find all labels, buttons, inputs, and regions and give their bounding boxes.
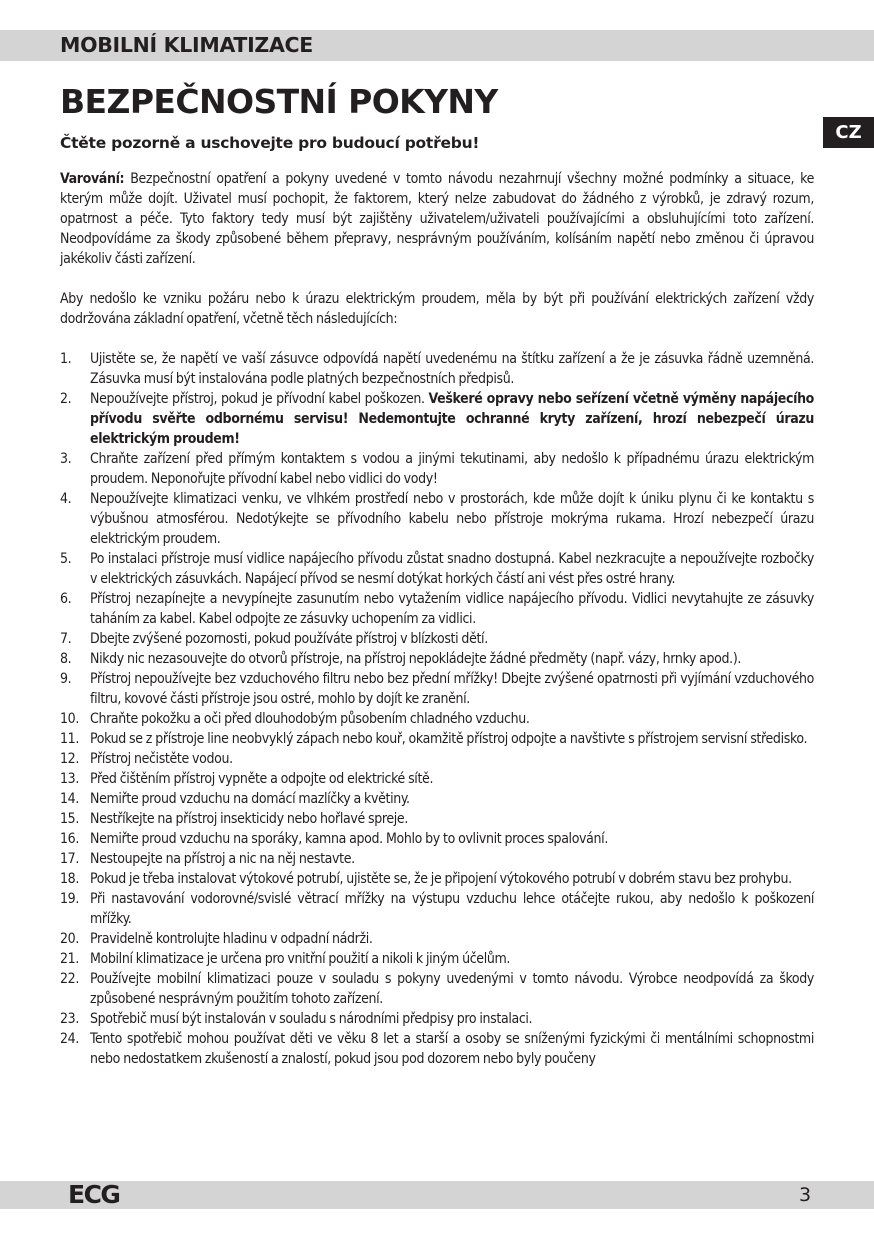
list-item xyxy=(60,489,814,549)
list-item-number: 16. xyxy=(60,831,79,847)
list-item-text: Nepoužívejte přístroj, pokud je přívodní kabel poškozen. xyxy=(90,391,429,407)
list-item-number: 21. xyxy=(60,951,79,967)
list-item xyxy=(60,949,814,969)
list-item-text: Při nastavování vodorovné/svislé větrací mřížky na výstupu vzduchu lehce otáčejte rukou, aby nedošlo k poškození mřížky. xyxy=(90,891,814,927)
list-item xyxy=(60,1029,814,1069)
list-item xyxy=(60,849,814,869)
page-number: 3 xyxy=(799,1184,812,1206)
list-item-number: 10. xyxy=(60,711,79,727)
list-item-text: Přístroj nepoužívejte bez vzduchového filtru nebo bez přední mřížky! Dbejte zvýšené opatrnosti při vyjímání vzduchového filtru, kovové části přístroje jsou ostré, mohlo by dojít ke zranění. xyxy=(90,671,814,707)
list-item-number: 13. xyxy=(60,771,79,787)
list-item xyxy=(60,629,814,649)
list-item-number: 7. xyxy=(60,631,72,647)
list-item-bold-text: Veškeré opravy nebo seřízení včetně výměny napájecího přívodu svěřte odbornému servisu! Nedemontujte ochranné kryty zařízení, hrozí nebezpečí úrazu elektrickým proudem! xyxy=(90,391,814,447)
list-item-text: Chraňte pokožku a oči před dlouhodobým působením chladného vzduchu. xyxy=(90,711,530,727)
warning-text: Bezpečnostní opatření a pokyny uvedené v tomto návodu nezahrnují všechny možné podmínky a situace, ke kterým může dojít. Uživatel musí pochopit, že faktorem, který nelze zabudovat do žádného z výrobků, je zdravý rozum, opatrnost a péče. Tyto faktory tedy musí být zajištěny uživatelem/uživateli používajícími a obsluhujícími toto zařízení. Neodpovídáme za škody způsobené během přepravy, nesprávným používáním, kolísáním napětí nebo změnou či úpravou jakékoliv části zařízení. xyxy=(60,171,814,267)
list-item-number: 2. xyxy=(60,391,72,407)
page-title: BEZPEČNOSTNÍ POKYNY xyxy=(60,82,498,121)
list-item-text: Pokud je třeba instalovat výtokové potrubí, ujistěte se, že je připojení výtokového potrubí v dobrém stavu bez prohybu. xyxy=(90,871,792,887)
list-item-text: Spotřebič musí být instalován v souladu s národními předpisy pro instalaci. xyxy=(90,1011,533,1027)
list-item xyxy=(60,649,814,669)
warning-paragraph xyxy=(60,169,814,269)
list-item xyxy=(60,669,814,709)
list-item-number: 18. xyxy=(60,871,79,887)
list-item xyxy=(60,349,814,389)
list-item xyxy=(60,829,814,849)
list-item-number: 19. xyxy=(60,891,79,907)
footer-band xyxy=(0,1181,874,1209)
list-item-text: Nikdy nic nezasouvejte do otvorů přístroje, na přístroj nepokládejte žádné předměty (např. vázy, hrnky apod.). xyxy=(90,651,742,667)
warning-label: Varování: xyxy=(60,171,125,187)
list-item-number: 9. xyxy=(60,671,72,687)
list-item-text: Ujistěte se, že napětí ve vaší zásuvce odpovídá napětí uvedenému na štítku zařízení a že je zásuvka řádně uzemněná. Zásuvka musí být instalována podle platných bezpečnostních předpisů. xyxy=(90,351,814,387)
list-item xyxy=(60,1009,814,1029)
list-item-text: Používejte mobilní klimatizaci pouze v souladu s pokyny uvedenými v tomto návodu. Výrobce neodpovídá za škody způsobené nesprávným použitím tohoto zařízení. xyxy=(90,971,814,1007)
list-item xyxy=(60,929,814,949)
list-item-text: Tento spotřebič mohou používat děti ve věku 8 let a starší a osoby se sníženými fyzickými či mentálními schopnostmi nebo nedostatkem zkušeností a znalostí, pokud jsou pod dozorem nebo byly poučeny xyxy=(90,1031,814,1067)
content xyxy=(60,169,814,1069)
list-item-number: 24. xyxy=(60,1031,79,1047)
language-tab: CZ xyxy=(823,117,874,148)
list-item-text: Nestříkejte na přístroj insekticidy nebo hořlavé spreje. xyxy=(90,811,408,827)
list-item-text: Chraňte zařízení před přímým kontaktem s vodou a jinými tekutinami, aby nedošlo k případnému úrazu elektrickým proudem. Neponořujte přívodní kabel nebo vidlici do vody! xyxy=(90,451,814,487)
list-item xyxy=(60,709,814,729)
list-item xyxy=(60,389,814,449)
list-item xyxy=(60,809,814,829)
list-item xyxy=(60,869,814,889)
list-item xyxy=(60,549,814,589)
list-item-number: 23. xyxy=(60,1011,79,1027)
list-item-number: 8. xyxy=(60,651,72,667)
list-item xyxy=(60,749,814,769)
list-item-text: Před čištěním přístroj vypněte a odpojte od elektrické sítě. xyxy=(90,771,434,787)
ecg-logo: ECG xyxy=(68,1180,120,1209)
list-item-number: 22. xyxy=(60,971,79,987)
list-item-number: 12. xyxy=(60,751,79,767)
subtitle: Čtěte pozorně a uschovejte pro budoucí potřebu! xyxy=(60,134,480,152)
list-item-text: Mobilní klimatizace je určena pro vnitřní použití a nikoli k jiným účelům. xyxy=(90,951,511,967)
list-item xyxy=(60,449,814,489)
list-item-text: Nemiřte proud vzduchu na domácí mazlíčky a květiny. xyxy=(90,791,410,807)
list-item-text: Nestoupejte na přístroj a nic na něj nestavte. xyxy=(90,851,355,867)
list-item-number: 3. xyxy=(60,451,72,467)
list-item-text: Po instalaci přístroje musí vidlice napájecího přívodu zůstat snadno dostupná. Kabel nezkracujte a nepoužívejte rozbočky v elektrických zásuvkách. Napájecí přívod se nesmí dotýkat horkých částí ani vést přes ostré hrany. xyxy=(90,551,814,587)
list-item-text: Dbejte zvýšené pozornosti, pokud používáte přístroj v blízkosti dětí. xyxy=(90,631,488,647)
list-item-text: Přístroj nečistěte vodou. xyxy=(90,751,233,767)
list-item-number: 15. xyxy=(60,811,79,827)
header-title: MOBILNÍ KLIMATIZACE xyxy=(60,33,314,57)
list-item-number: 6. xyxy=(60,591,72,607)
list-item-number: 1. xyxy=(60,351,72,367)
list-item-text: Pravidelně kontrolujte hladinu v odpadní nádrži. xyxy=(90,931,373,947)
list-item xyxy=(60,769,814,789)
intro-paragraph: Aby nedošlo ke vzniku požáru nebo k úrazu elektrickým proudem, měla by být při používání elektrických zařízení vždy dodržována základní opatření, včetně těch následujících: xyxy=(60,291,814,327)
list-item xyxy=(60,729,814,749)
list-item-text: Pokud se z přístroje line neobvyklý zápach nebo kouř, okamžitě přístroj odpojte a navštivte s přístrojem servisní středisko. xyxy=(90,731,808,747)
list-item-number: 5. xyxy=(60,551,72,567)
list-item xyxy=(60,789,814,809)
list-item-number: 14. xyxy=(60,791,79,807)
list-item-number: 20. xyxy=(60,931,79,947)
list-item xyxy=(60,969,814,1009)
safety-rules-list xyxy=(60,349,814,1069)
list-item xyxy=(60,589,814,629)
list-item-text: Přístroj nezapínejte a nevypínejte zasunutím nebo vytažením vidlice napájecího přívodu. Vidlici nevytahujte ze zásuvky taháním za kabel. Kabel odpojte ze zásuvky uchopením za vidlici. xyxy=(90,591,814,627)
list-item xyxy=(60,889,814,929)
list-item-text: Nepoužívejte klimatizaci venku, ve vlhkém prostředí nebo v prostorách, kde může dojít k úniku plynu či ke kontaktu s výbušnou atmosférou. Nedotýkejte se přívodního kabelu nebo přístroje mokrýma rukama. Hrozí nebezpečí úrazu elektrickým proudem. xyxy=(90,491,814,547)
list-item-number: 4. xyxy=(60,491,72,507)
list-item-number: 11. xyxy=(60,731,79,747)
list-item-text: Nemiřte proud vzduchu na sporáky, kamna apod. Mohlo by to ovlivnit proces spalování. xyxy=(90,831,608,847)
list-item-number: 17. xyxy=(60,851,79,867)
